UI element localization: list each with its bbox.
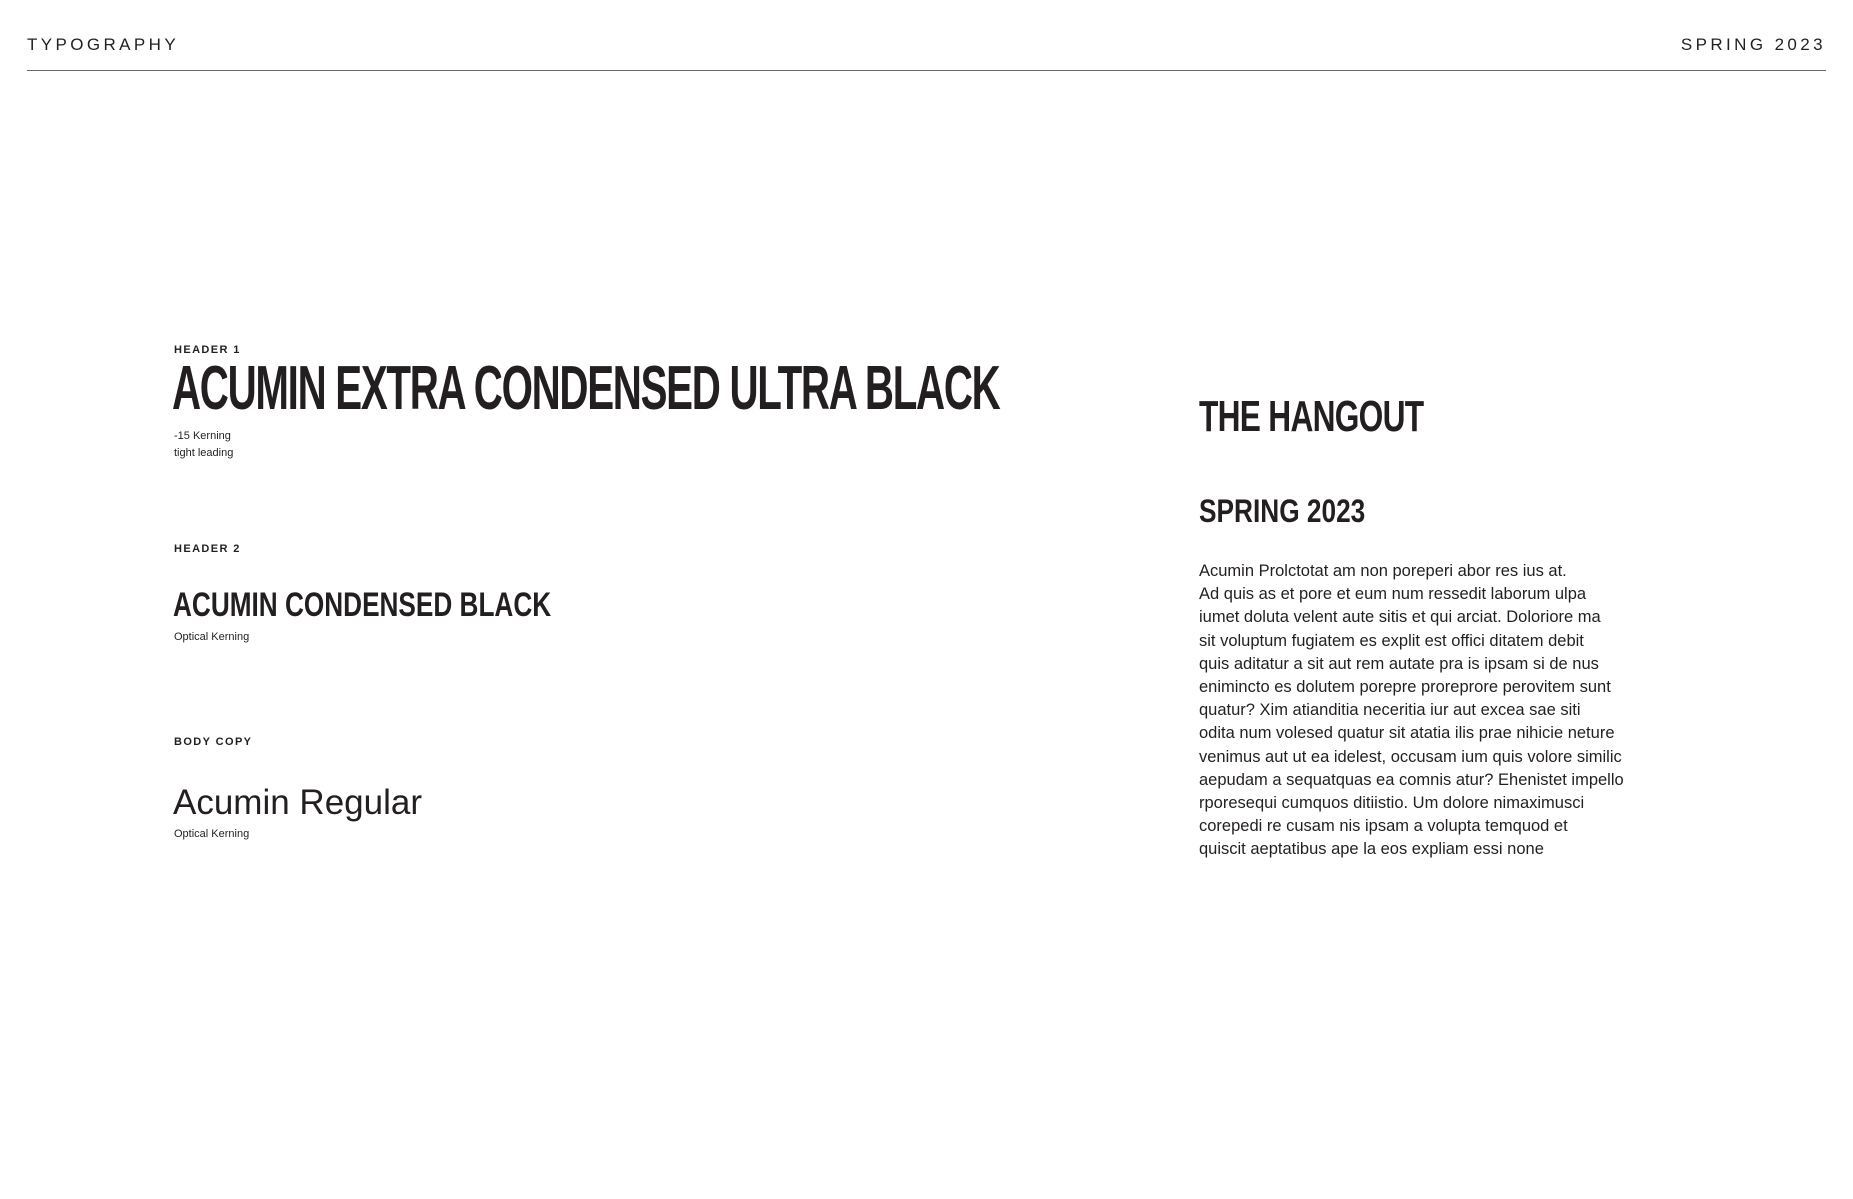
body-line: venimus aut ut ea idelest, occusam ium quis volore similic — [1199, 747, 1622, 766]
example-subtitle: SPRING 2023 — [1199, 493, 1366, 529]
body-line: odita num volesed quatur sit atatia ilis prae nihicie neture — [1199, 724, 1615, 743]
header-left-label: TYPOGRAPHY — [27, 35, 180, 54]
body-line: Ad quis as et pore et eum num ressedit laborum ulpa — [1199, 585, 1587, 604]
body-line: sit voluptum fugiatem es explit est offici ditatem debit — [1199, 631, 1584, 650]
header1-note-kerning: -15 Kerning — [174, 430, 231, 442]
body-line: quatur? Xim atianditia neceritia iur aut excea sae siti — [1199, 701, 1581, 720]
body-line: quiscit aeptatibus ape la eos expliam essi none — [1199, 840, 1544, 858]
header2-label: HEADER 2 — [174, 543, 241, 555]
header2-sample: ACUMIN CONDENSED BLACK — [173, 586, 552, 624]
header-right-label: SPRING 2023 — [1680, 35, 1826, 54]
example-body-text — [1199, 560, 1669, 858]
header1-sample: ACUMIN EXTRA CONDENSED ULTRA BLACK — [172, 354, 1000, 423]
body-line: corepedi re cusam nis ipsam a volupta temquod et — [1199, 817, 1568, 836]
example-title: THE HANGOUT — [1199, 392, 1424, 441]
top-rule-header — [27, 30, 1826, 71]
body-line: rporesequi cumquos ditiistio. Um dolore nimaximusci — [1199, 794, 1585, 813]
body-line: iumet doluta velent aute sitis et qui arciat. Doloriore ma — [1199, 608, 1601, 627]
header1-note-leading: tight leading — [174, 447, 234, 459]
body-line: enimincto es dolutem porepre proreprore perovitem sunt — [1199, 678, 1611, 697]
body-line: quis aditatur a sit aut rem autate pra is ipsam si de nus — [1199, 654, 1599, 673]
body-copy-sample: Acumin Regular — [173, 783, 422, 822]
body-line: Acumin Prolctotat am non poreperi abor res ius at. — [1199, 562, 1567, 580]
header1-label: HEADER 1 — [174, 344, 241, 356]
body-line: aepudam a sequatquas ea comnis atur? Ehenistet impello — [1199, 770, 1624, 789]
body-copy-label: BODY COPY — [174, 736, 253, 748]
body-copy-note: Optical Kerning — [174, 828, 250, 840]
header2-note: Optical Kerning — [174, 631, 250, 643]
